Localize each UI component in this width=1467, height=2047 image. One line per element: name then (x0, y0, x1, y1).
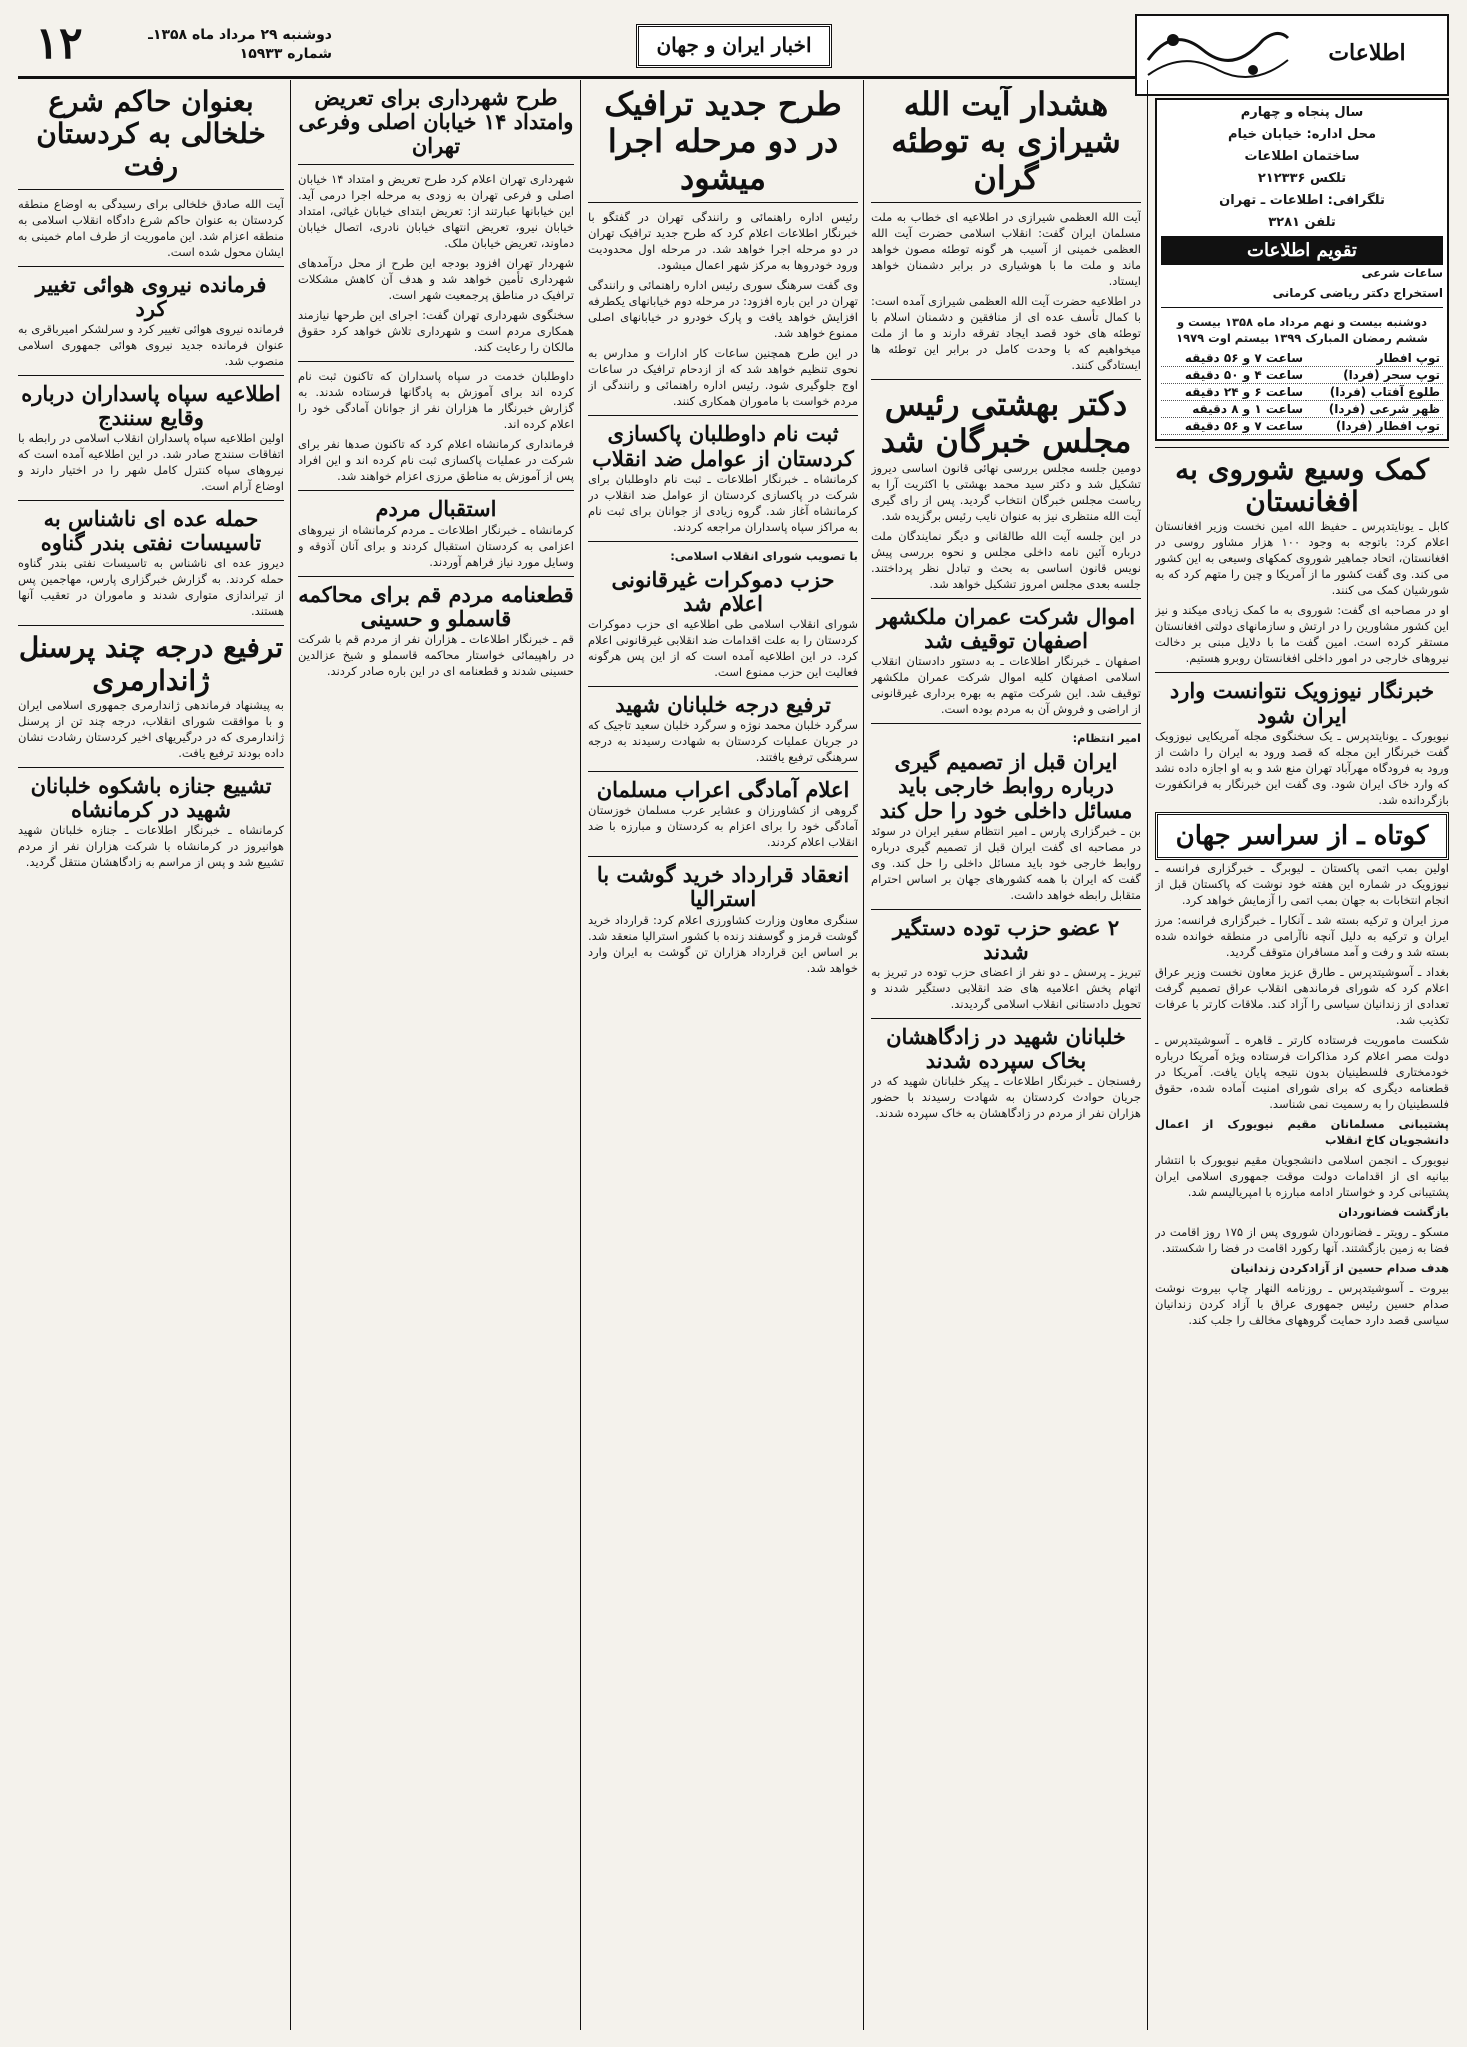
kicker: امیر انتظام: (1072, 731, 1141, 746)
masthead-title: اطلاعات (1328, 40, 1406, 66)
headline: فرمانده نیروی هوائی تغییر کرد (35, 271, 267, 321)
calendar-date: دوشنبه بیست و نهم مرداد ماه ۱۳۵۸ بیست و ششم رمضان المبارک ۱۳۹۹ بیستم اوت ۱۹۷۹ (1176, 315, 1428, 345)
column-2 (871, 86, 1141, 2034)
headline: کمک وسیع شوروی به افغانستان (1175, 453, 1429, 519)
article-text: نیویورک ـ یونایتدپرس ـ یک سخنگوی مجله آمریکایی نیوزویک گفت خبرنگار این مجله که قصد ورود به ایران را داشت از ورود به فرودگاه مهرآباد تهران منع شد و به او اجازه داده نشد که وارد خاک ایران شود. وی گفت این خبرنگار به فرانکفورت بازگردانده شد. (1155, 728, 1449, 807)
article-text: رفسنجان ـ خبرنگار اطلاعات ـ پیکر خلبانان شهید که در جریان حوادث کردستان به شهادت رسیدند با حضور هزاران نفر از مردم در زادگاهشان به خاک سپرده شدند. (871, 1074, 1141, 1121)
time-label: توپ افطار (فردا) (1306, 418, 1443, 435)
article-text: گروهی از کشاورزان و عشایر عرب مسلمان خوزستان آمادگی خود را برای اعزام به کردستان و مبارزه با ضد انقلاب اعلام کردند. (588, 803, 858, 850)
masthead-ornament-icon (1143, 20, 1293, 88)
page-number: ۱۲ (35, 18, 83, 69)
time-value: ساعت ۴ و ۵۰ دقیقه (1161, 367, 1306, 384)
headline: تشییع جنازه باشکوه خلبانان شهید در کرمانشاه (30, 772, 272, 822)
headline: ترفیع درجه خلبانان شهید (615, 691, 831, 717)
article-text: اولین اطلاعیه سپاه پاسداران انقلاب اسلامی در رابطه با اتفاقات سنندج صادر شد. در این اطلاعیه آمده است که نیروهای سپاه کنترل کامل شهر را در اختیار دارند و اوضاع آرام است. (18, 431, 284, 494)
article-text: داوطلبان خدمت در سپاه پاسداران که تاکنون ثبت نام کرده اند برای آموزش به پادگانها فرستاده شدند. به گزارش خبرنگار ما هزاران نفر از جوانان آمادگی خود را اعلام کرده اند. (298, 369, 574, 432)
column-rule (863, 80, 864, 2030)
subheadline: پشتیبانی مسلمانان مقیم نیویورک از اعمال دانشجویان کاخ انقلاب (1155, 1116, 1449, 1147)
table-row (1161, 384, 1443, 401)
headline: اطلاعیه سپاه پاسداران درباره وقایع سنندج (21, 380, 281, 430)
headline: ترفیع درجه چند پرسنل ژاندارمری (18, 631, 284, 697)
time-label: ظهر شرعی (فردا) (1306, 401, 1443, 418)
column-rule (290, 80, 291, 2030)
column-rule (580, 80, 581, 2030)
article-text: فرمانده نیروی هوائی تغییر کرد و سرلشکر امیرباقری به عنوان فرمانده جدید نیروی هوائی جمهوری اسلامی منصوب شد. (18, 321, 284, 368)
column-rule (1147, 80, 1148, 2030)
headline: حمله عده ای ناشناس به تاسیسات نفتی بندر گناوه (40, 506, 262, 556)
section-header: کوتاه ـ از سراسر جهان (1155, 812, 1449, 860)
headline: استقبال مردم (375, 496, 497, 522)
info-line: ساختمان اطلاعات (1244, 149, 1360, 164)
article-text: در اطلاعیه حضرت آیت الله العظمی شیرازی آمده است: با کمال تأسف عده ای از منافقین و دشمنان اسلام با توطئه های خود قصد ایجاد تفرقه دارند و ما از ملت میخواهیم که با وحدت کامل در برابر این توطئه ها ایستادگی کنند. (871, 294, 1141, 373)
table-row (1161, 418, 1443, 435)
article-text: آیت الله العظمی شیرازی در اطلاعیه ای خطاب به ملت مسلمان ایران گفت: انقلاب اسلامی حضرت آیت الله العظمی خمینی از آسیب هر گونه توطئه مصون خواهد ماند و ملت ما با هوشیاری در برابر دشمنان خواهد ایستاد. (871, 210, 1141, 289)
headline: انعقاد قرارداد خرید گوشت با استرالیا (596, 862, 850, 912)
headline: خبرنگار نیوزویک نتوانست وارد ایران شود (1169, 678, 1435, 728)
headline: حزب دموکرات غیرقانونی اعلام شد (611, 566, 835, 616)
subheadline: هدف صدام حسین از آزادکردن زندانیان (1230, 1260, 1449, 1275)
article-text: مسکو ـ رویتر ـ فضانوردان شوروی پس از ۱۷۵ روز اقامت در فضا به زمین بازگشتند. آنها رکورد اقامت در فضا را شکستند. (1155, 1224, 1449, 1255)
article-text: دیروز عده ای ناشناس به تاسیسات نفتی بندر گناوه حمله کردند. به گزارش خبرگزاری پارس، مهاجمین پس از تیراندازی متواری شدند و ماموران در تعقیب آنها هستند. (18, 556, 284, 619)
article-text: نیویورک ـ انجمن اسلامی دانشجویان مقیم نیویورک با انتشار بیانیه ای از اقدامات دولت موقت جمهوری اسلامی ایران پشتیبانی کرد و خواستار ادامه مبارزه با امپریالیسم شد. (1155, 1152, 1449, 1199)
time-value: ساعت ۶ و ۲۴ دقیقه (1161, 384, 1306, 401)
table-row (1161, 350, 1443, 367)
article-text: شورای انقلاب اسلامی طی اطلاعیه ای حزب دموکرات کردستان را به علت اقدامات ضد انقلابی غیرقانونی اعلام کرد. در این اطلاعیه آمده است که از این پس هرگونه فعالیت این حزب ممنوع است. (588, 616, 858, 679)
article-text: بغداد ـ آسوشیتدپرس ـ طارق عزیز معاون نخست وزیر عراق اعلام کرد که شورای فرماندهی انقلاب عراق تصمیم گرفت تعدادی از زندانیان سیاسی را آزاد کند. ملاقات کارتر با عرفات تکذیب شد. (1155, 964, 1449, 1027)
article-text: بیروت ـ آسوشیتدپرس ـ روزنامه النهار چاپ بیروت نوشت صدام حسین رئیس جمهوری عراق با آزاد کردن زندانیان سیاسی قصد دارد حمایت گروههای مخالف را جلب کند. (1155, 1280, 1449, 1327)
table-row (1161, 367, 1443, 384)
article-text: وی گفت سرهنگ سوری رئیس اداره راهنمائی و رانندگی تهران در این باره افزود: در مرحله دوم خیابانهای یکطرفه افزایش خواهد یافت و پارک خودرو در خیابانهای اصلی ممنوع خواهد شد. (588, 278, 858, 341)
info-line: سال پنجاه و چهارم (1240, 105, 1364, 120)
info-line: تلفن ۳۲۸۱ (1268, 215, 1336, 230)
headline: اعلام آمادگی اعراب مسلمان (596, 777, 850, 803)
article-text: سنگری معاون وزارت کشاورزی اعلام کرد: قرارداد خرید گوشت قرمز و گوسفند زنده با کشور استرالیا منعقد شد. بر اساس این قرارداد هزاران تن گوشت به ایران وارد خواهد شد. (588, 912, 858, 975)
column-3 (588, 86, 858, 2034)
article-text: دومین جلسه مجلس بررسی نهائی قانون اساسی دیروز تشکیل شد و دکتر سید محمد بهشتی با اکثریت آرا به ریاست مجلس خبرگان انتخاب گردید. پس از رای گیری آیت الله منتظری نیز به عنوان نایب رئیس برگزیده شد. (871, 460, 1141, 523)
article-text: اصفهان ـ خبرنگار اطلاعات ـ به دستور دادستان انقلاب اسلامی اصفهان کلیه اموال شرکت عمران ملکشهر توقیف شد. این شرکت متهم به بهره برداری غیرقانونی از اراضی و فروش آن به مردم بوده است. (871, 654, 1141, 717)
masthead (1135, 14, 1449, 96)
time-label: توپ افطار (1306, 350, 1443, 367)
article-text: قم ـ خبرنگار اطلاعات ـ هزاران نفر از مردم قم با شرکت در راهپیمائی خواستار محاکمه قاسملو و شیخ عزالدین حسینی شدند و قطعنامه ای در این باره صادر کردند. (298, 631, 574, 678)
headline: ایران قبل از تصمیم گیری درباره روابط خارجی باید مسائل داخلی خود را حل کند (879, 749, 1133, 823)
info-box (1155, 98, 1449, 441)
newspaper-page (18, 14, 1449, 2034)
article-text: بن ـ خبرگزاری پارس ـ امیر انتظام سفیر ایران در سوئد در مصاحبه ای گفت ایران قبل از تصمیم گیری درباره روابط خارجی خود باید مسائل داخلی را حل کند. وی گفت که ایران با همه کشورهای جهان بر اساس احترام متقابل رابطه خواهد داشت. (871, 823, 1141, 902)
headline: اموال شرکت عمران ملکشهر اصفهان توقیف شد (876, 603, 1136, 654)
prayer-times-table (1161, 350, 1443, 435)
headline: قطعنامه مردم قم برای محاکمه قاسملو و حسینی (298, 581, 574, 631)
article-text: به پیشنهاد فرماندهی ژاندارمری جمهوری اسلامی ایران و با موافقت شورای انقلاب، درجه چند تن از پرسنل ژاندارمری که در درگیریهای اخیر کردستان رشادت نشان داده بودند ترفیع یافت. (18, 697, 284, 760)
article-text: در این جلسه آیت الله طالقانی و دیگر نمایندگان ملت درباره آئین نامه داخلی مجلس و نحوه بررسی پیش نویس قانون اساسی به بحث و تبادل نظر پرداختند. جلسه بعدی مجلس امروز تشکیل خواهد شد. (871, 528, 1141, 591)
calendar-title: تقویم اطلاعات (1161, 236, 1443, 265)
subheadline: بازگشت فضانوردان (1338, 1204, 1449, 1219)
time-value: ساعت ۷ و ۵۶ دقیقه (1161, 418, 1306, 435)
column-4 (298, 86, 574, 2034)
article-text: تبریز ـ پرسش ـ دو نفر از اعضای حزب توده در تبریز به اتهام پخش اعلامیه های ضد انقلابی دستگیر شدند و تحویل دادستانی انقلاب اسلامی گردیدند. (871, 964, 1141, 1011)
prayer-subtitle: استخراج دکتر ریاضی کرمانی (1272, 286, 1443, 300)
headline: طرح شهرداری برای تعریض وامتداد ۱۴ خیابان اصلی وفرعی تهران (298, 86, 574, 159)
time-label: طلوع آفتاب (فردا) (1306, 384, 1443, 401)
article-text: شهردار تهران افزود بودجه این طرح از محل درآمدهای شهرداری تأمین خواهد شد و هدف آن کاهش مشکلات ترافیک در مناطق پرجمعیت شهر است. (298, 256, 574, 303)
section-title: اخبار ایران و جهان (636, 24, 832, 68)
article-text: او در مصاحبه ای گفت: شوروی به ما کمک زیادی میکند و نیز این کشور مشاورین را در ارتش و سازمانهای دولتی افغانستان مستقر کرده است. امین گفت ما با دلایل مبنی بر دخالت نیروهای خارجی در امور داخلی افغانستان روبرو هستیم. (1155, 603, 1449, 666)
article-text: رئیس اداره راهنمائی و رانندگی تهران در گفتگو با خبرنگار اطلاعات اعلام کرد که طرح جدید ترافیک تهران در دو مرحله اجرا خواهد شد. در مرحله اول محدودیت ورود خودروها به مرکز شهر اعمال میشود. (588, 210, 858, 273)
article-text: سرگرد خلبان محمد نوژه و سرگرد خلبان سعید تاجیک که در جریان عملیات کردستان به شهادت رسیدند به درجه سرهنگی ترفیع یافتند. (588, 718, 858, 765)
headline: ثبت نام داوطلبان پاکسازی کردستان از عوامل ضد انقلاب (592, 421, 854, 471)
table-row (1161, 401, 1443, 418)
article-text: کابل ـ یونایتدپرس ـ حفیظ الله امین نخست وزیر افغانستان اعلام کرد: باتوجه به وجود ۱۰۰ هزار مشاور روسی در افغانستان، اتحاد جماهیر شوروی کمکهای وسیعی به این کشور می کند. وی گفت کشور ما از آمریکا و چین را متهم کرد که به شورشیان کمک می کنند. (1155, 519, 1449, 598)
headline: طرح جدید ترافیک در دو مرحله اجرا میشود (604, 86, 842, 197)
article-text: آیت الله صادق خلخالی برای رسیدگی به اوضاع منطقه کردستان به عنوان حاکم شرع دادگاه انقلاب اسلامی به منطقه اعزام شد. این ماموریت از طرف امام خمینی به ایشان محول شده است. (18, 196, 284, 259)
article-text: کرمانشاه ـ خبرنگار اطلاعات ـ ثبت نام داوطلبان برای شرکت در پاکسازی کردستان از عوامل ضد انقلاب در کرمانشاه آغاز شد. گروه زیادی از جوانان برای ثبت نام به مراکز سپاه پاسداران مراجعه کردند. (588, 471, 858, 534)
prayer-title: ساعات شرعی (1361, 266, 1443, 280)
time-value: ساعت ۱ و ۸ دقیقه (1161, 401, 1306, 418)
article-text: در این طرح همچنین ساعات کار ادارات و مدارس به نحوی تنظیم خواهد شد که از ازدحام ترافیک در ساعات اوج جلوگیری شود. رئیس اداره راهنمائی و رانندگی از مردم خواست با ماموران همکاری کنند. (588, 346, 858, 409)
time-label: توپ سحر (فردا) (1306, 367, 1443, 384)
article-text: شهرداری تهران اعلام کرد طرح تعریض و امتداد ۱۴ خیابان اصلی و فرعی تهران به زودی به مرحله اجرا درمی آید. این خیابانها عبارتند از: تعریض ابتدای خیابان غیاثی، امتداد خیابان نیرو، تعریض انتهای خیابان نادری، اتصال خیابان دماوند، تعریض خیابان ملک. (298, 172, 574, 251)
article-text: شکست ماموریت فرستاده کارتر ـ قاهره ـ آسوشیتدپرس ـ دولت مصر اعلام کرد مذاکرات فرستاده ویژه آمریکا درباره خودمختاری فلسطینیان بدون نتیجه پایان یافت. آمریکا در قطعنامه دیگری که برای شورای امنیت آماده شده، حقوق فلسطینیان را به رسمیت نمی شناسد. (1155, 1032, 1449, 1111)
article-text: اولین بمب اتمی پاکستان ـ لیوبرگ ـ خبرگزاری فرانسه ـ نیوزویک در شماره این هفته خود نوشت که پاکستان قبل از انجام انتخابات به جهان بمب اتمی را آزمایش خواهد کرد. (1155, 860, 1449, 907)
article-text: کرمانشاه ـ خبرنگار اطلاعات ـ جنازه خلبانان شهید هوانیروز در کرمانشاه با شرکت هزاران نفر از مردم تشییع شد و پس از مراسم به زادگاهشان منتقل گردید. (18, 823, 284, 870)
headline: ۲ عضو حزب توده دستگیر شدند (892, 914, 1120, 964)
article-text: فرمانداری کرمانشاه اعلام کرد که تاکنون صدها نفر برای شرکت در عملیات پاکسازی ثبت نام کرده اند و این افراد پس از آموزش به مناطق مرزی اعزام خواهند شد. (298, 437, 574, 484)
headline: هشدار آیت الله شیرازی به توطئه گران (891, 86, 1121, 197)
headline: خلبانان شهید در زادگاهشان بخاک سپرده شدند (886, 1023, 1126, 1074)
article-text: کرمانشاه ـ خبرنگار اطلاعات ـ مردم کرمانشاه از نیروهای اعزامی به کردستان استقبال کردند و برای آنان آذوقه و وسایل مورد نیاز فراهم آوردند. (298, 522, 574, 569)
headline: دکتر بهشتی رئیس مجلس خبرگان شد (880, 385, 1132, 461)
column-5 (18, 86, 284, 2034)
time-value: ساعت ۷ و ۵۶ دقیقه (1161, 350, 1306, 367)
kicker: با تصویب شورای انقلاب اسلامی: (670, 548, 858, 563)
article-text: سخنگوی شهرداری تهران گفت: اجرای این طرحها نیازمند همکاری مردم است و شهرداری تلاش خواهد کرد حقوق مالکان را رعایت کند. (298, 308, 574, 355)
article-text: مرز ایران و ترکیه بسته شد ـ آنکارا ـ خبرگزاری فرانسه: مرز ایران و ترکیه به دلیل آنچه ناآرامی در منطقه خوانده شده بسته شد و رفت و آمد مسافران متوقف گردید. (1155, 912, 1449, 959)
info-line: تلکس ۲۱۲۳۳۶ (1257, 171, 1347, 186)
headline: بعنوان حاکم شرع خلخالی به کردستان رفت (36, 86, 266, 183)
column-1 (1155, 98, 1449, 2034)
info-line: تلگرافی: اطلاعات ـ تهران (1219, 193, 1385, 208)
info-line: محل اداره: خیابان خیام (1227, 127, 1377, 142)
date-line: دوشنبه ۲۹ مرداد ماه ۱۳۵۸ـ شماره ۱۵۹۳۳ (148, 27, 332, 62)
